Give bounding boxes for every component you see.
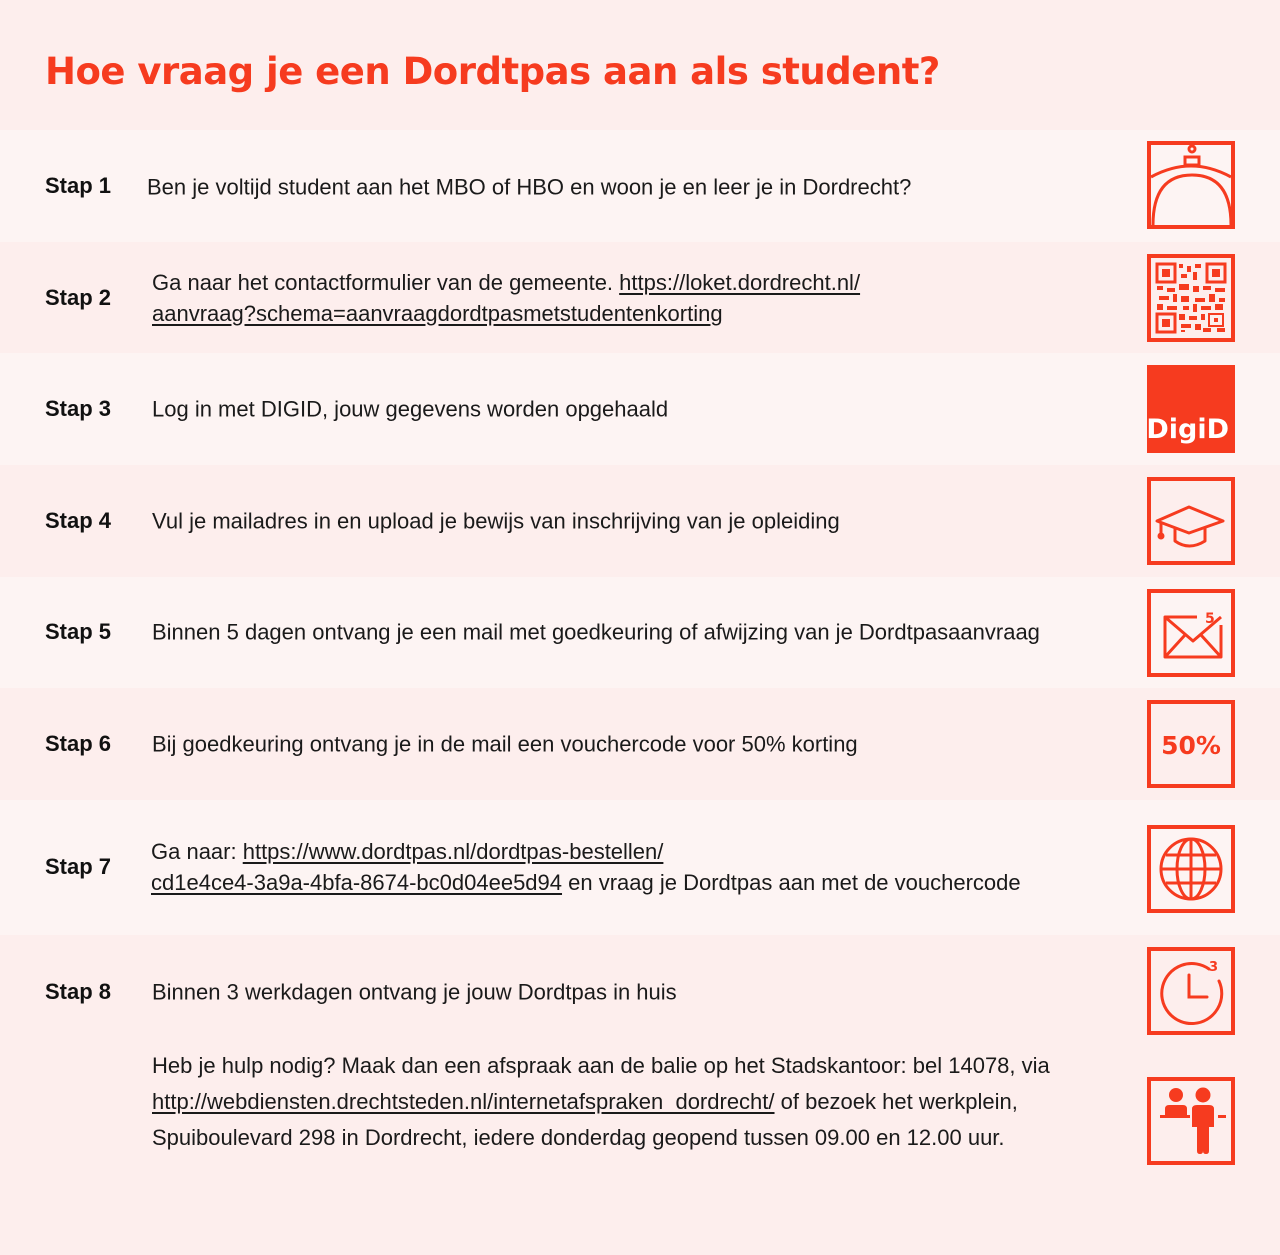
page-title: Hoe vraag je een Dordtpas aan als student? xyxy=(45,50,940,93)
step-row-4 xyxy=(0,465,1280,577)
step-label: Stap 6 xyxy=(45,731,112,756)
svg-text:5: 5 xyxy=(1205,611,1215,627)
help-text: Heb je hulp nodig? Maak dan een afspraak aan de balie op het Stadskantoor: bel 14078, via http://webdiensten.drechtsteden.nl/internetafspraken_dordrecht/ of bezoek het werkplein, Spuiboulevard 298 in Dordrecht, iedere donderdag geopend tussen 09.00 en 12.00 uur. xyxy=(152,1053,1050,1150)
dordtpas-order-link[interactable]: https://www.dordtpas.nl/dordtpas-bestellen/ cd1e4ce4-3a9a-4bfa-8674-bc0d04ee5d94 xyxy=(151,839,664,895)
step-row-1 xyxy=(0,130,1280,242)
mail-icon xyxy=(1147,589,1235,677)
digid-logo: DigiD xyxy=(1147,365,1235,453)
step-row-6 xyxy=(0,688,1280,800)
step-text: Ben je voltijd student aan het MBO of HBO en woon je en leer je in Dordrecht? xyxy=(147,174,912,200)
step-label: Stap 4 xyxy=(45,508,112,533)
step-text: Ga naar het contactformulier van de gemeente. https://loket.dordrecht.nl/ aanvraag?schema=aanvraagdordtpasmetstudentenkorting xyxy=(152,270,861,326)
step-text: Log in met DIGID, jouw gegevens worden opgehaald xyxy=(152,396,669,422)
percent-icon: 50% xyxy=(1147,700,1235,788)
globe-icon xyxy=(1147,825,1235,913)
service-desk-icon xyxy=(1147,1077,1235,1165)
step-text: Vul je mailadres in en upload je bewijs van inschrijving van je opleiding xyxy=(152,508,840,534)
step-label: Stap 8 xyxy=(45,979,112,1004)
step-row-3 xyxy=(0,353,1280,465)
qr-code-icon xyxy=(1147,254,1235,342)
step-label: Stap 5 xyxy=(45,619,112,644)
step-label: Stap 7 xyxy=(45,854,112,879)
clock-icon xyxy=(1147,947,1235,1035)
svg-text:3: 3 xyxy=(1209,960,1219,975)
step-text: Binnen 5 dagen ontvang je een mail met goedkeuring of afwijzing van je Dordtpasaanvraag xyxy=(152,619,1040,645)
step-row-2 xyxy=(0,242,1280,353)
step-label: Stap 1 xyxy=(45,173,112,198)
step-label: Stap 3 xyxy=(45,396,112,421)
step-text: Binnen 3 werkdagen ontvang je jouw Dordtpas in huis xyxy=(152,979,677,1005)
step-text: Bij goedkeuring ontvang je in de mail een vouchercode voor 50% korting xyxy=(152,731,858,757)
graduation-cap-icon xyxy=(1147,477,1235,565)
contact-form-link[interactable]: https://loket.dordrecht.nl/ aanvraag?schema=aanvraagdordtpasmetstudentenkorting xyxy=(152,270,861,326)
step-label: Stap 2 xyxy=(45,285,112,310)
bridge-icon xyxy=(1147,141,1235,229)
appointment-link[interactable]: http://webdiensten.drechtsteden.nl/internetafspraken_dordrecht/ xyxy=(152,1089,775,1114)
step-row-5 xyxy=(0,577,1280,688)
header xyxy=(0,0,1280,130)
step-row-7 xyxy=(0,800,1280,935)
step-text: Ga naar: https://www.dordtpas.nl/dordtpas-bestellen/ cd1e4ce4-3a9a-4bfa-8674-bc0d04ee5d94 en vraag je Dordtpas aan met de vouchercode xyxy=(151,839,1021,895)
